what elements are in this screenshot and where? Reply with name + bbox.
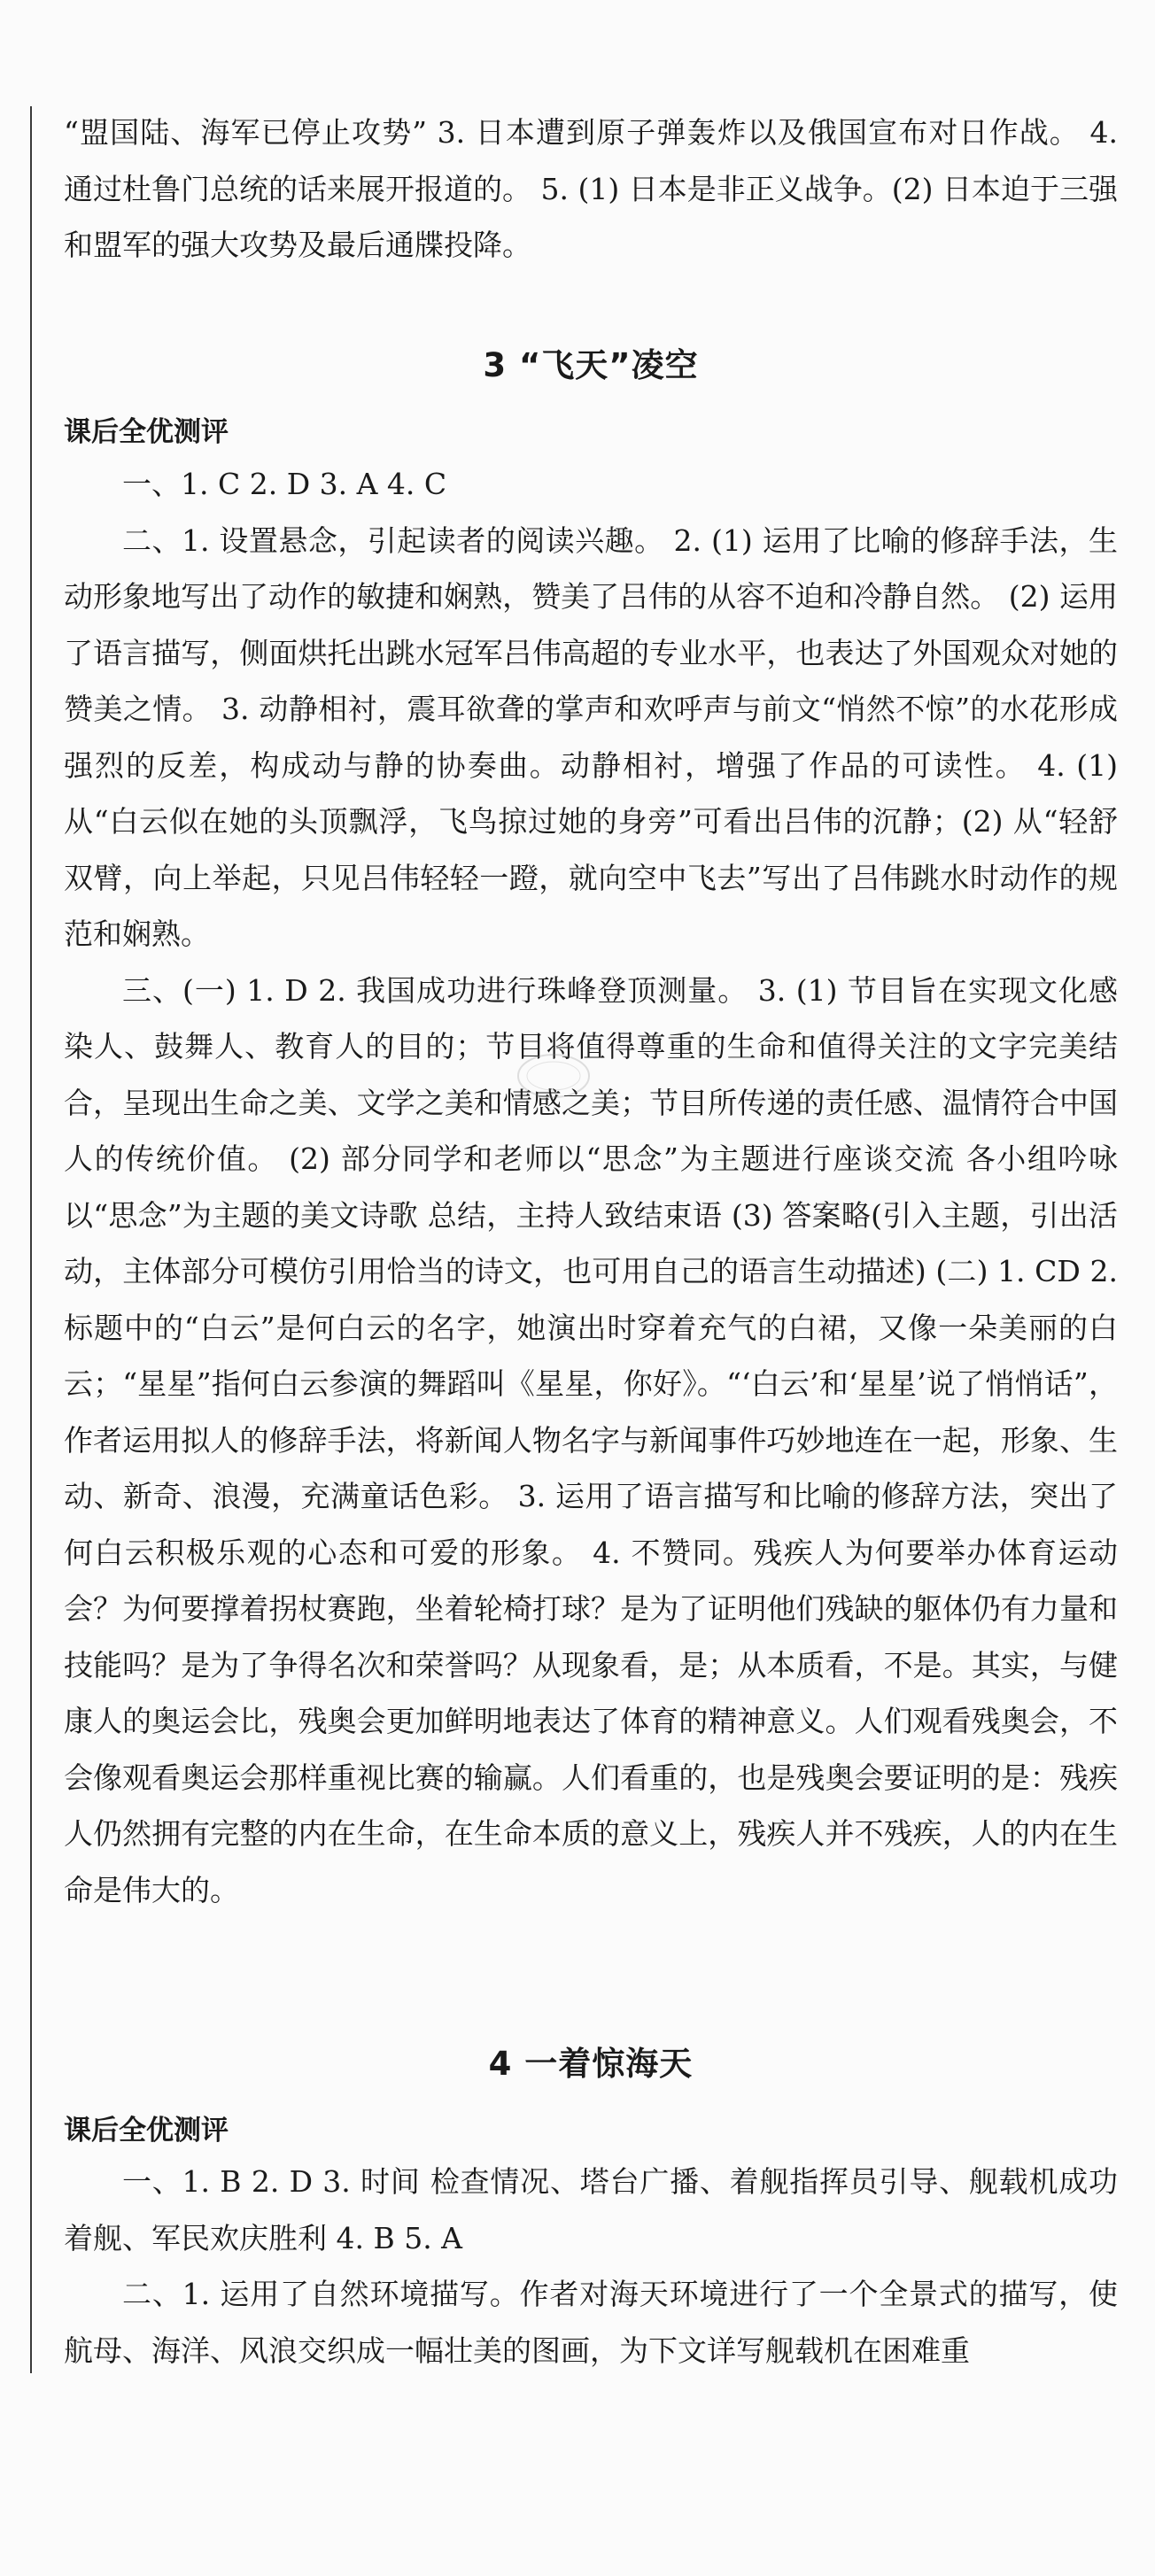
section-4-part-2: 二、1. 运用了自然环境描写。作者对海天环境进行了一个全景式的描写，使航母、海洋、风浪交织成一幅壮美的图画，为下文详写舰载机在困难重 <box>64 2277 1118 2368</box>
intro-paragraph: “盟国陆、海军已停止攻势” 3. 日本遭到原子弹轰炸以及俄国宣布对日作战。 4. 通过杜鲁门总统的话来展开报道的。 5. (1) 日本是非正义战争。(2) 日本迫于三强和盟军的强大攻势及最后通牒投降。 <box>64 115 1118 262</box>
section-3-part-1: 一、1. C 2. D 3. A 4. C <box>122 467 447 501</box>
section-4-title: 4 一着惊海天 <box>488 2045 694 2083</box>
section-4-subtitle-wrap <box>64 2108 1118 2147</box>
section-3-heading-wrap <box>64 338 1118 386</box>
section-3-part-2: 二、1. 设置悬念，引起读者的阅读兴趣。 2. (1) 运用了比喻的修辞手法，生动形象地写出了动作的敏捷和娴熟，赞美了吕伟的从容不迫和冷静自然。 (2) 运用了语言描写，侧面烘托出跳水冠军吕伟高超的专业水平，也表达了外国观众对她的赞美之情。 3. 动静相衬，震耳欲聋的掌声和欢呼声与前文“悄然不惊”的水花形成强烈的反差，构成动与静的协奏曲。动静相衬，增强了作品的可读性。 4. (1) 从“白云似在她的头顶飘浮，飞鸟掠过她的身旁”可看出吕伟的沉静；(2) 从“轻舒双臂，向上举起，只见吕伟轻轻一蹬，就向空中飞去”写出了吕伟跳水时动作的规范和娴熟。 <box>64 522 1118 951</box>
section-3-title: 3 “飞天”凌空 <box>483 346 699 384</box>
intro-block <box>64 104 1118 274</box>
section-4-heading-wrap <box>64 2037 1118 2085</box>
section-4-subtitle: 课后全优测评 <box>64 2115 229 2147</box>
section-3-body <box>64 456 1118 1918</box>
section-3-subtitle: 课后全优测评 <box>64 416 229 448</box>
left-margin-rule <box>30 106 32 2373</box>
section-4-body <box>64 2154 1118 2379</box>
section-3-part-3: 三、(一) 1. D 2. 我国成功进行珠峰登顶测量。 3. (1) 节目旨在实现文化感染人、鼓舞人、教育人的目的；节目将值得尊重的生命和值得关注的文字完美结合，呈现出生命之美、文学之美和情感之美；节目所传递的责任感、温情符合中国人的传统价值。 (2) 部分同学和老师以“思念”为主题进行座谈交流 各小组吟咏以“思念”为主题的美文诗歌 总结，主持人致结束语 (3) 答案略(引入主题，引出活动，主体部分可模仿引用恰当的诗文，也可用自己的语言生动描述) (二) 1. CD 2. 标题中的“白云”是何白云的名字，她演出时穿着充气的白裙，又像一朵美丽的白云；“星星”指何白云参演的舞蹈叫《星星，你好》。“‘白云’和‘星星’说了悄悄话”，作者运用拟人的修辞手法，将新闻人物名字与新闻事件巧妙地连在一起，形象、生动、新奇、浪漫，充满童话色彩。 3. 运用了语言描写和比喻的修辞方法，突出了何白云积极乐观的心态和可爱的形象。 4. 不赞同。残疾人为何要举办体育运动会？为何要撑着拐杖赛跑，坐着轮椅打球？是为了证明他们残缺的躯体仍有力量和技能吗？是为了争得名次和荣誉吗？从现象看，是；从本质看，不是。其实，与健康人的奥运会比，残奥会更加鲜明地表达了体育的精神意义。人们观看残奥会，不会像观看奥运会那样重视比赛的输赢。人们看重的，也是残奥会要证明的是：残疾人仍然拥有完整的内在生命，在生命本质的意义上，残疾人并不残疾，人的内在生命是伟大的。 <box>64 972 1118 1907</box>
section-4-part-1: 一、1. B 2. D 3. 时间 检查情况、塔台广播、着舰指挥员引导、舰载机成功着舰、军民欢庆胜利 4. B 5. A <box>64 2164 1118 2255</box>
watermark-stamp-icon <box>514 1049 593 1102</box>
section-3-subtitle-wrap <box>64 409 1118 449</box>
